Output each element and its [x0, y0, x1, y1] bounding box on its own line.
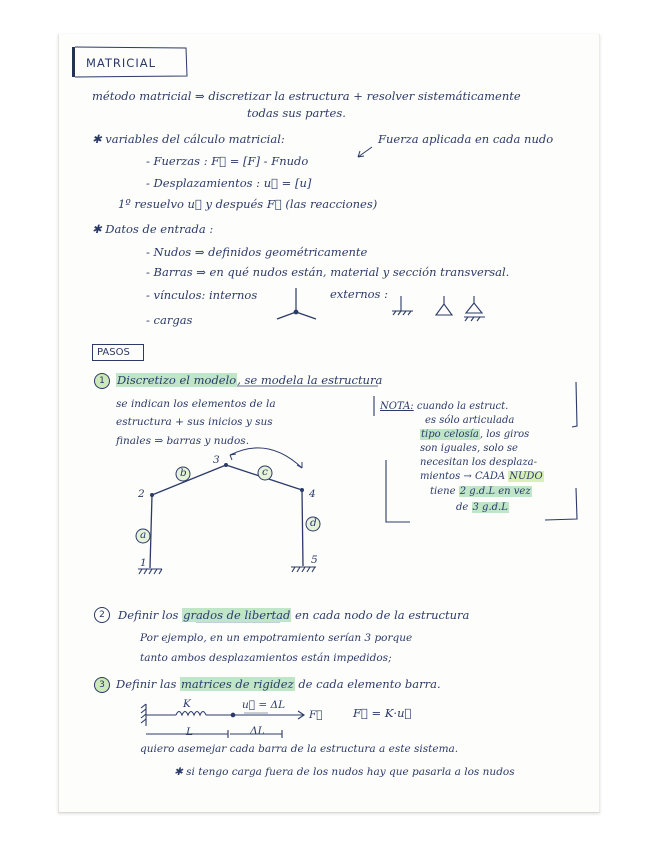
nota-box-bottom-left — [386, 460, 410, 522]
nota-line-8 — [456, 501, 509, 515]
loads-line: - cargas — [146, 313, 193, 327]
step1-line-3: estructura + sus inicios y sus — [116, 416, 273, 428]
step1-rest: , se modela la estructura — [237, 373, 383, 387]
step2-number: 2 — [94, 607, 110, 623]
external-support-pinned — [436, 296, 452, 315]
step3-number: 3 — [94, 677, 110, 693]
nota-line-4: son iguales, solo se — [420, 443, 518, 454]
intro-line-2: todas sus partes. — [247, 106, 346, 120]
member-label-a: a — [140, 529, 147, 541]
node-label-3: 3 — [213, 454, 220, 466]
node-label-2: 2 — [138, 488, 145, 500]
spring-formula: F⃗ = K·u⃗ — [353, 706, 412, 720]
node-label-1: 1 — [140, 557, 147, 569]
step2-post: en cada nodo de la estructura — [295, 608, 470, 622]
external-support-fixed — [392, 296, 413, 315]
member-c-arrowhead-right — [297, 462, 302, 468]
member-label-d: d — [310, 517, 317, 529]
first-solve-line: 1º resuelvo u⃗ y después F⃗ (las reacciones) — [118, 197, 378, 211]
external-support-roller — [464, 296, 485, 321]
nota-highlight-nudo: NUDO — [509, 471, 543, 482]
node-label-5: 5 — [311, 554, 318, 566]
bars-line: - Barras ⇒ en qué nudos están, material y sección transversal. — [146, 265, 510, 279]
spring-f-label: F⃗ — [309, 709, 323, 721]
nodes-line: - Nudos ⇒ definidos geométricamente — [146, 245, 368, 259]
member-label-b: b — [180, 467, 187, 479]
step3-heading — [116, 678, 441, 691]
step2-highlight: grados de libertad — [183, 608, 291, 622]
frame-nodes — [150, 463, 304, 497]
links-external-label: externos : — [330, 287, 388, 301]
links-line: - vínculos: internos — [146, 288, 258, 302]
step3-post: de cada elemento barra. — [298, 677, 441, 691]
variables-note: Fuerza aplicada en cada nudo — [378, 132, 554, 146]
spring-l-label: L — [186, 726, 193, 738]
displacements-line: - Desplazamientos : u⃗ = [u] — [146, 176, 312, 190]
step3-pre: Definir las — [116, 677, 177, 691]
step3-line-after: quiero asemejar cada barra de la estructura a este sistema. — [140, 743, 459, 755]
nota-text-3: , los giros — [479, 429, 530, 440]
variables-heading: ✱ variables del cálculo matricial: — [92, 132, 285, 146]
nota-text-8: de — [456, 502, 469, 513]
nota-line-5: necesitan los desplaza- — [420, 457, 537, 468]
step2-heading — [118, 609, 469, 622]
nota-line-6 — [420, 470, 544, 484]
step2-line-2: Por ejemplo, en un empotramiento serían 3 porque — [140, 632, 413, 644]
pasos-label: PASOS — [97, 347, 130, 358]
spring-u-label: u⃗ = ΔL — [242, 699, 286, 711]
nota-text-6: mientos → CADA — [420, 471, 506, 482]
step1-highlight: Discretizo el modelo — [117, 373, 237, 387]
member-c-arrow — [230, 448, 302, 468]
inputs-heading: ✱ Datos de entrada : — [92, 222, 214, 236]
nota-box-bottom-right — [545, 488, 577, 520]
nota-line-1 — [380, 400, 508, 414]
step3-highlight: matrices de rigidez — [181, 677, 294, 691]
nota-highlight-2gdl: 2 g.d.L en vez — [459, 486, 531, 497]
member-label-c: c — [262, 466, 268, 478]
nota-line-7 — [430, 485, 532, 499]
step2-pre: Definir los — [118, 608, 179, 622]
nota-highlight-celosia: tipo celosía — [421, 429, 479, 440]
frame-structure — [150, 465, 303, 568]
spring-dl-label: ΔL — [250, 725, 265, 737]
step1-line-2: se indican los elementos de la — [116, 398, 276, 410]
nota-line-2: es sólo articulada — [425, 415, 515, 426]
nota-highlight-3gdl: 3 g.d.L — [472, 502, 508, 513]
spring-k-label: K — [183, 698, 191, 710]
internal-link-symbol — [277, 288, 316, 319]
nota-box-right — [572, 382, 577, 427]
nota-text-7: tiene — [430, 486, 456, 497]
step1-heading — [116, 374, 382, 387]
nota-text-1: cuando la estruct. — [416, 401, 509, 412]
step1-number: 1 — [94, 373, 110, 389]
nota-line-3 — [420, 428, 529, 442]
step1-line-4: finales ⇒ barras y nudos. — [116, 435, 250, 447]
step2-line-3: tanto ambos desplazamientos están impedidos; — [140, 652, 392, 664]
page-title: MATRICIAL — [86, 56, 156, 70]
step3-footnote: ✱ si tengo carga fuera de los nudos hay que pasarla a los nudos — [174, 766, 515, 778]
nota-label: NOTA: — [380, 401, 414, 412]
intro-line-1: método matricial ⇒ discretizar la estructura + resolver sistemáticamente — [92, 89, 521, 103]
node-label-4: 4 — [309, 488, 316, 500]
member-c-arrowhead-left — [230, 454, 236, 460]
forces-line: - Fuerzas : F⃗ = [F] - Fnudo — [146, 154, 309, 168]
frame-support-5 — [291, 567, 316, 572]
